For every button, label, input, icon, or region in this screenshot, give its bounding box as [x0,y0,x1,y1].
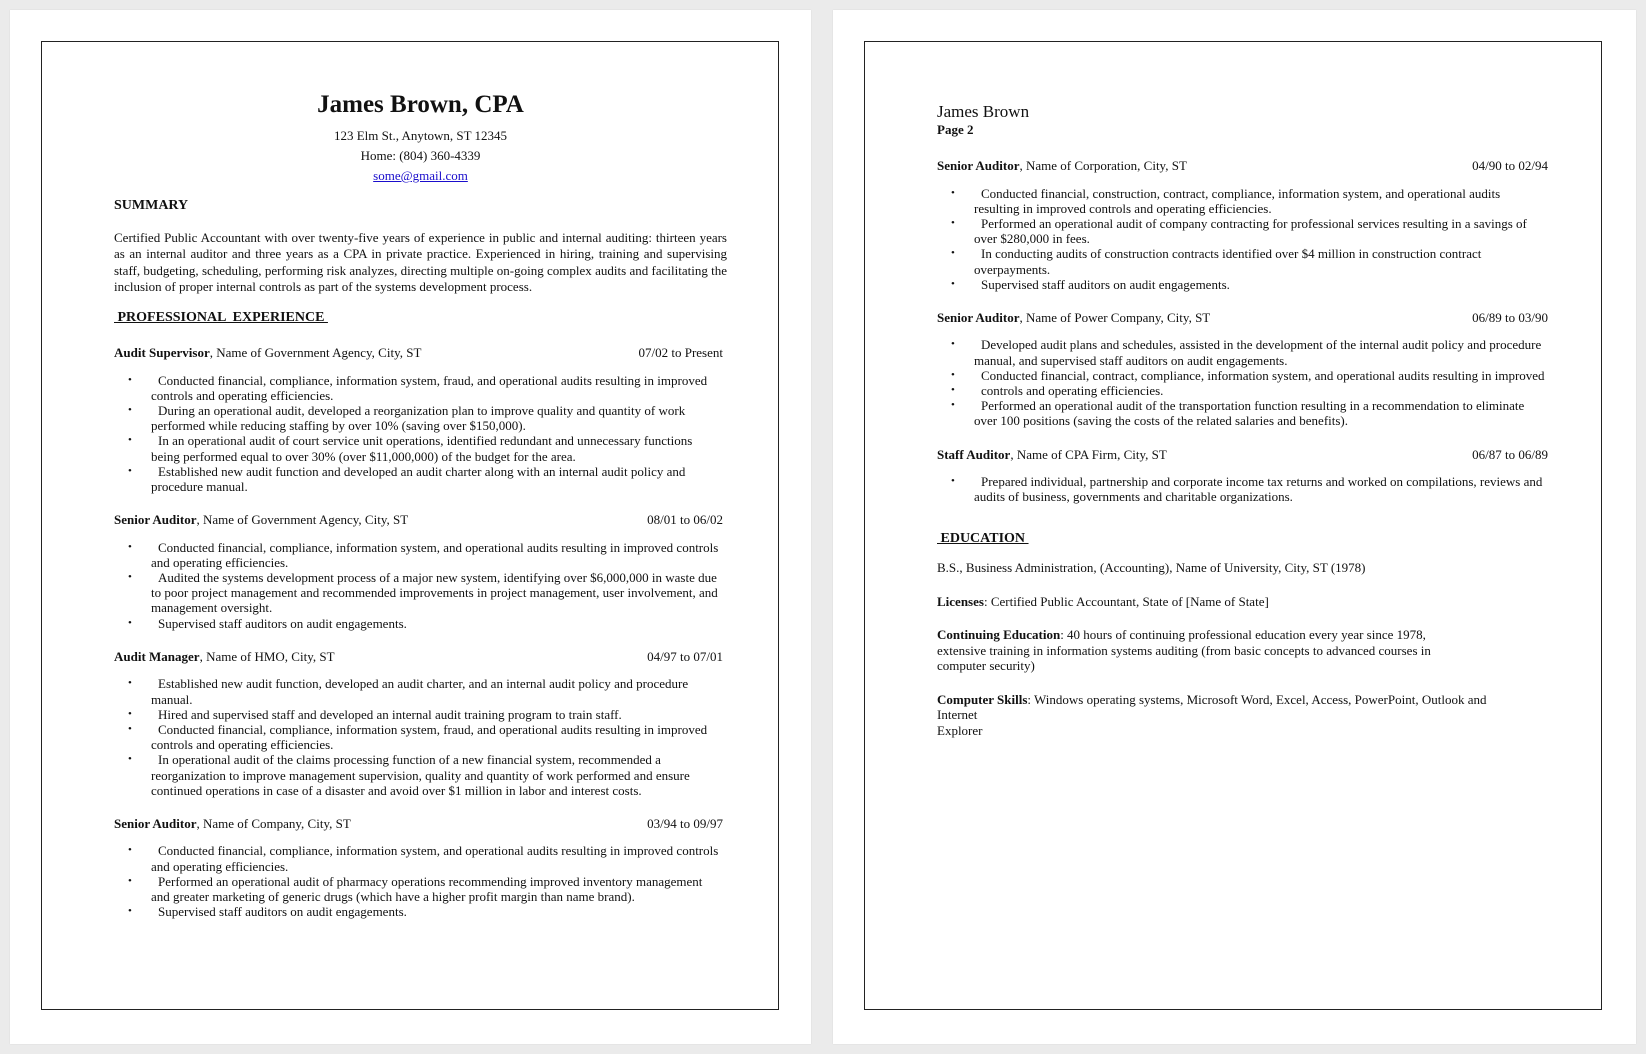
job-title: Senior Auditor [114,815,197,831]
licenses [937,594,1552,610]
page-2-name: James Brown [937,102,1030,121]
skills-line-1: : Windows operating systems, Microsoft Word, Excel, Access, PowerPoint, Outlook and [1027,691,1487,707]
bullet-item: • Supervised staff auditors on audit engagements. [937,277,1552,292]
job-organization: , Name of Government Agency, City, ST [209,345,422,360]
job-organization: , Name of CPA Firm, City, ST [1010,446,1167,462]
bullet-item: • Established new audit function, developed an audit charter, and an internal audit policy and procedure manual. [114,676,727,706]
licenses-label: Licenses [937,593,984,609]
job-dates: 04/90 to 02/94 [1472,158,1548,173]
continuing-education [937,627,1552,674]
bullet-item: • Supervised staff auditors on audit engagements. [114,904,727,919]
ce-label: Continuing Education [937,627,1061,643]
job-title-line [114,816,351,832]
job-dates: 04/97 to 07/01 [647,648,723,664]
bullet-item: • Performed an operational audit of pharmacy operations recommending improved inventory management and greater marketing of generic drugs (which have a higher profit margin than name brand). [114,874,727,904]
job-title: Audit Manager [114,648,200,664]
job-header [937,310,1552,326]
education-heading: EDUCATION [937,530,1029,546]
bullet-item: • In an operational audit of court service unit operations, identified redundant and unnecessary functions being performed equal to over 30% (over $11,000,000) of the budget for the area. [114,433,727,463]
bullet-item: • Conducted financial, compliance, information system, and operational audits resulting in improved controls and operating efficiencies. [114,843,727,873]
job-title-line [114,345,421,361]
job-dates: 06/89 to 03/90 [1472,309,1548,325]
job-title-line [114,649,335,665]
job-organization: , Name of Company, City, ST [196,815,351,831]
experience-heading: PROFESSIONAL EXPERIENCE [114,309,328,325]
resume-page-1 [10,10,811,1044]
job-title-line [937,158,1187,174]
bullet-item: • Conducted financial, compliance, information system, fraud, and operational audits resulting in improved controls and operating efficiencies. [114,373,727,403]
job-organization: , Name of Corporation, City, ST [1019,158,1187,173]
job-title: Senior Auditor [114,512,197,528]
job-bullet-list [937,474,1552,504]
job-title-line [114,512,408,528]
job-dates: 07/02 to Present [638,345,723,360]
job-title-line [937,310,1210,326]
bullet-item: • Performed an operational audit of the transportation function resulting in a recommendation to eliminate over 100 positions (saving the costs of the related salaries and benefits). [937,398,1552,428]
bullet-item: • Developed audit plans and schedules, assisted in the development of the internal audit policy and procedure manual, and supervised staff auditors on audit engagements. [937,337,1552,367]
summary-text: Certified Public Accountant with over twenty-five years of experience in public and internal auditing: thirteen years as an internal auditor and three years as a CPA in private practice. Experienced in hiring, training and supervising staff, budgeting, scheduling, performing risk analyzes, directing multiple on-going complex audits and facilitating the inclusion of proper internal controls as part of the systems development process. [114,229,727,294]
licenses-text: : Certified Public Accountant, State of [Name of State] [983,593,1269,609]
job-title: Audit Supervisor [114,345,210,360]
job-header [114,512,727,528]
resume-page-2 [833,10,1636,1044]
job-header [114,345,727,361]
job-bullet-list [114,373,727,495]
bullet-item: • Conducted financial, compliance, information system, fraud, and operational audits resulting in improved controls and operating efficiencies. [114,722,727,752]
job-title-line [937,447,1167,463]
bullet-item: • Conducted financial, contract, compliance, information system, and operational audits resulting in improved [937,368,1552,383]
email-line [114,166,727,186]
job-header [937,158,1552,174]
bullet-item: • Conducted financial, compliance, information system, and operational audits resulting in improved controls and operating efficiencies. [114,540,727,570]
job-header [114,649,727,665]
bullet-item: • Supervised staff auditors on audit engagements. [114,616,727,631]
bullet-item: • Prepared individual, partnership and corporate income tax returns and worked on compilations, reviews and audits of business, governments and charitable organizations. [937,474,1552,504]
summary-heading: SUMMARY [114,198,189,213]
job-dates: 03/94 to 09/97 [647,815,723,831]
job-organization: , Name of Power Company, City, ST [1019,309,1211,325]
job-header [937,447,1552,463]
bullet-item: • Hired and supervised staff and developed an internal audit training program to train staff. [114,707,727,722]
job-bullet-list [937,337,1552,428]
experience-list [114,345,727,919]
bullet-item: • Performed an operational audit of company contracting for professional services resulting in a savings of over $280,000 in fees. [937,216,1552,246]
job-organization: , Name of Government Agency, City, ST [196,512,409,528]
bullet-item: • During an operational audit, developed a reorganization plan to improve quality and quantity of work performed while reducing staffing by over 10% (saving over $150,000). [114,403,727,433]
bullet-item: • In conducting audits of construction contracts identified over $4 million in construction contract overpayments. [937,246,1552,276]
ce-line-2: extensive training in information systems auditing (from basic concepts to advanced courses in [937,642,1431,658]
skills-label: Computer Skills [937,691,1028,707]
degree: B.S., Business Administration, (Accounting), Name of University, City, ST (1978) [937,560,1366,576]
job-title: Staff Auditor [937,446,1011,462]
page-2-content [937,102,1552,738]
bullet-item: • Conducted financial, construction, contract, compliance, information system, and operational audits resulting in improved controls and operating efficiencies. [937,186,1552,216]
job-bullet-list [937,186,1552,292]
page-1-content [114,90,727,919]
job-dates: 08/01 to 06/02 [647,512,723,528]
computer-skills [937,692,1552,739]
experience-list-continued [937,158,1552,505]
job-header [114,816,727,832]
job-bullet-list [114,676,727,798]
email-link[interactable]: some@gmail.com [373,168,468,183]
skills-line-3: Explorer [937,722,983,738]
ce-line-1: : 40 hours of continuing professional education every year since 1978, [1060,627,1426,643]
bullet-item: • Established new audit function and developed an audit charter along with an internal audit policy and procedure manual. [114,464,727,494]
job-dates: 06/87 to 06/89 [1472,446,1548,462]
job-title: Senior Auditor [937,309,1020,325]
phone: Home: (804) 360-4339 [360,148,481,163]
job-bullet-list [114,843,727,919]
resume-name: James Brown, CPA [317,91,524,118]
skills-line-2: Internet [937,707,978,723]
job-title: Senior Auditor [937,158,1020,173]
bullet-item: • Audited the systems development process of a major new system, identifying over $6,000,000 in waste due to poor project management and recommended improvements in project management, user involvement, and management oversight. [114,570,727,616]
job-bullet-list [114,540,727,631]
address: 123 Elm St., Anytown, ST 12345 [333,128,508,143]
ce-line-3: computer security) [937,658,1035,674]
bullet-item: • controls and operating efficiencies. [937,383,1552,398]
bullet-item: • In operational audit of the claims processing function of a new financial system, recommended a reorganization to improve management supervision, quality and quantity of work performed and ensure continued operations in case of a disaster and avoid over $1 million in labor and interest costs. [114,752,727,798]
job-organization: , Name of HMO, City, ST [199,648,335,664]
page-number: Page 2 [937,122,974,137]
